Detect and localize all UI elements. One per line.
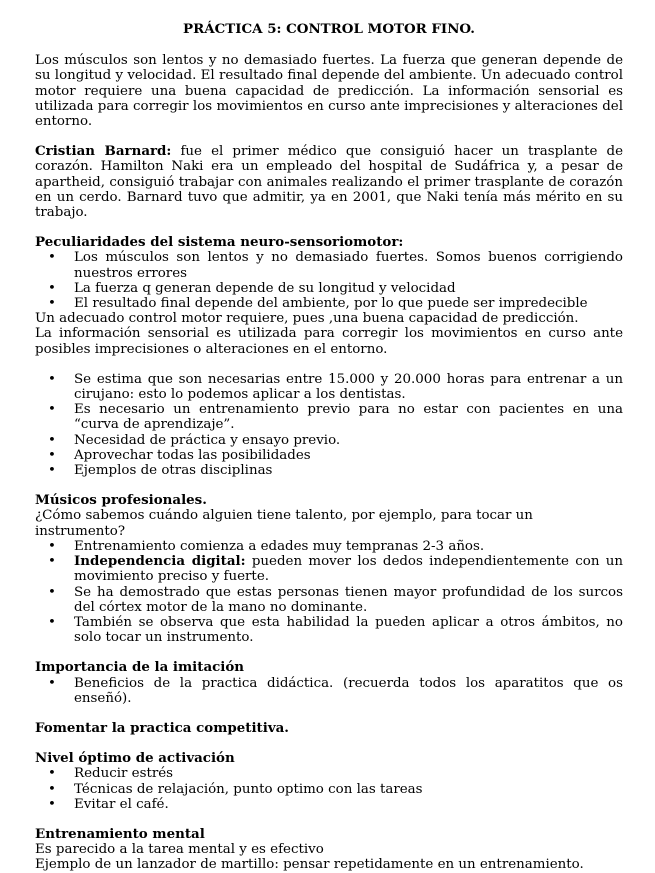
barnard-paragraph <box>35 144 623 220</box>
independencia-label: Independencia digital: <box>74 553 246 570</box>
list-item: • Reducir estrés <box>74 766 623 781</box>
page-title: PRÁCTICA 5: CONTROL MOTOR FINO. <box>183 21 475 37</box>
list-item: • Es necesario un entrenamiento previo para no estar con pacientes en una “curva de aprendizaje”. <box>74 402 623 432</box>
peculiaridades-note-2: La información sensorial es utilizada para corregir los movimientos en curso ante posibles imprecisiones o alteraciones en el entorno. <box>35 326 623 357</box>
document-page <box>35 22 623 873</box>
barnard-text: fue el primer médico que consiguió hacer un trasplante de corazón. Hamilton Naki era un empleado del hospital de Sudáfrica y, a pesar de apartheid, consiguió trabajar con animales realizando el primer trasplante de corazón en un cerdo. Barnard tuvo que admitir, ya en 2001, que Naki tenía más mérito en su trabajo. <box>35 144 623 221</box>
musicos-heading: Músicos profesionales. <box>35 492 207 509</box>
list-item: • La fuerza q generan depende de su longitud y velocidad <box>74 281 623 296</box>
barnard-name: Cristian Barnard: <box>35 143 172 160</box>
list-item: • Aprovechar todas las posibilidades <box>74 448 623 463</box>
imitacion-heading: Importancia de la imitación <box>35 659 245 676</box>
activacion-list <box>35 766 623 812</box>
peculiaridades-list <box>35 250 623 311</box>
musicos-question: ¿Cómo sabemos cuándo alguien tiene talento, por ejemplo, para tocar un instrumento? <box>35 508 533 539</box>
list-item: • Necesidad de práctica y ensayo previo. <box>74 433 623 448</box>
list-item: • Se estima que son necesarias entre 15.000 y 20.000 horas para entrenar a un cirujano: esto lo podemos aplicar a los dentistas. <box>74 372 623 402</box>
list-item: • Beneficios de la practica didáctica. (recuerda todos los aparatitos que os enseñó). <box>74 676 623 706</box>
list-item: • Ejemplos de otras disciplinas <box>74 463 623 478</box>
list-item: • Evitar el café. <box>74 797 623 812</box>
list-item: • Los músculos son lentos y no demasiado fuertes. Somos buenos corrigiendo nuestros errores <box>74 250 623 280</box>
list-item: • Se ha demostrado que estas personas tienen mayor profundidad de los surcos del córtex motor de la mano no dominante. <box>74 585 623 615</box>
competitiva-heading: Fomentar la practica competitiva. <box>35 719 289 736</box>
list-item: • Entrenamiento comienza a edades muy tempranas 2-3 años. <box>74 539 623 554</box>
musicos-list <box>35 539 623 645</box>
peculiaridades-note-1: Un adecuado control motor requiere, pues ,una buena capacidad de predicción. <box>35 311 579 327</box>
practica-list <box>35 372 623 478</box>
mental-line-2: Ejemplo de un lanzador de martillo: pensar repetidamente en un entrenamiento. <box>35 857 584 873</box>
peculiaridades-heading: Peculiaridades del sistema neuro-sensoriomotor: <box>35 234 404 251</box>
independencia-text: pueden mover los dedos independientemente con un movimiento preciso y fuerte. <box>74 554 623 585</box>
list-item: • El resultado final depende del ambiente, por lo que puede ser impredecible <box>74 296 623 311</box>
activacion-heading: Nivel óptimo de activación <box>35 750 235 767</box>
imitacion-list <box>35 676 623 706</box>
list-item: • También se observa que esta habilidad la pueden aplicar a otros ámbitos, no solo tocar un instrumento. <box>74 615 623 645</box>
list-item: • Técnicas de relajación, punto optimo con las tareas <box>74 782 623 797</box>
list-item <box>74 554 623 584</box>
mental-heading: Entrenamiento mental <box>35 825 205 842</box>
mental-line-1: Es parecido a la tarea mental y es efectivo <box>35 842 324 858</box>
intro-paragraph: Los músculos son lentos y no demasiado fuertes. La fuerza que generan depende de su longitud y velocidad. El resultado final depende del ambiente. Un adecuado control motor requiere una buena capacidad de predicción. La información sensorial es utilizada para corregir los movimientos en curso ante imprecisiones y alteraciones del entorno. <box>35 53 623 130</box>
